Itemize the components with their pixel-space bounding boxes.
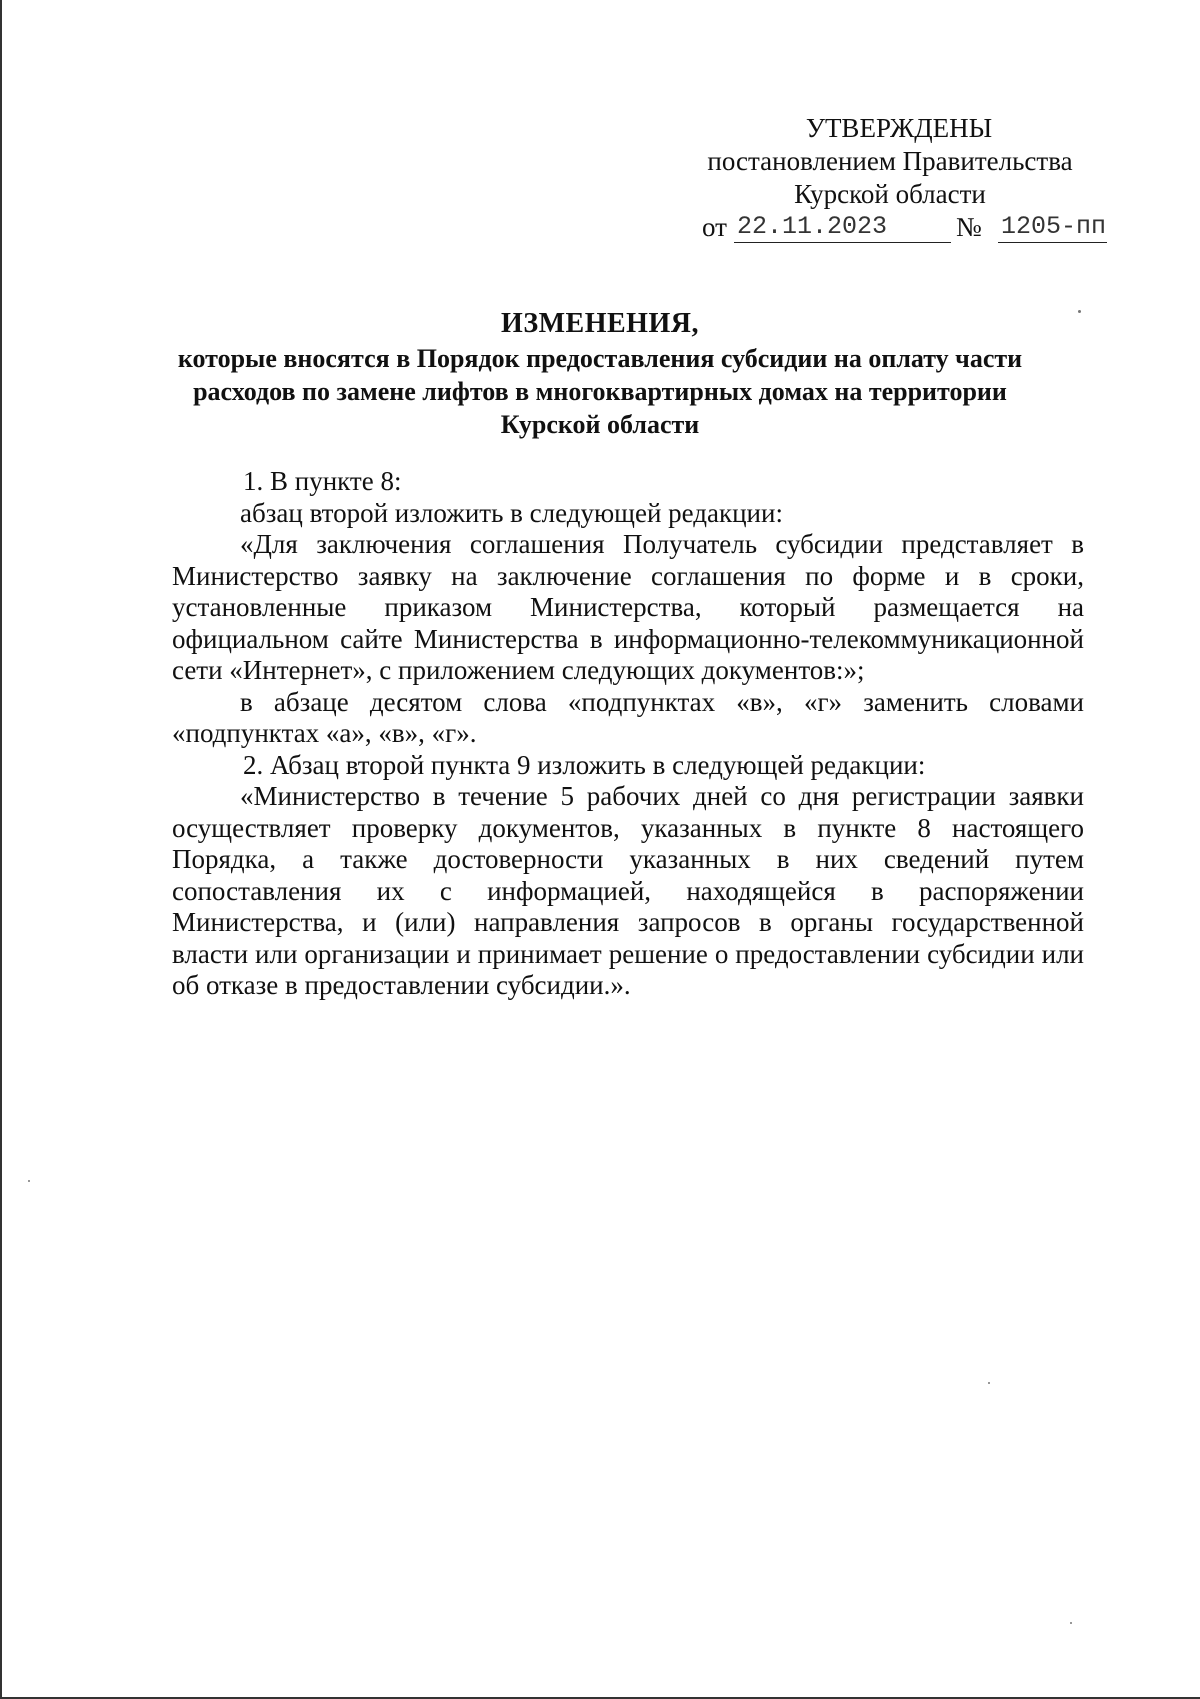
item-1-heading: 1. В пункте 8:: [243, 466, 402, 496]
approval-region: Курской области: [794, 179, 986, 209]
item-1-paragraph-ten: в абзаце десятом слова «подпунктах «в», «г» заменить словами «подпунктах «а», «в», «г».: [172, 686, 1084, 748]
title-heading: ИЗМЕНЕНИЯ,: [501, 308, 699, 339]
approval-heading: УТВЕРЖДЕНЫ: [805, 113, 993, 143]
number-prefix: №: [956, 212, 982, 242]
scan-edge-left: [0, 0, 2, 1699]
item-1-intro: абзац второй изложить в следующей редакции:: [240, 497, 783, 528]
date-prefix: от: [702, 212, 727, 242]
item-2-quote: «Министерство в течение 5 рабочих дней со дня регистрации заявки осуществляет проверку документов, указанных в пункте 8 настоящего Порядка, а также достоверности указанных в них сведений путем сопоставления их с информацией, находящейся в распоряжении Министерства, и (или) направления запросов в органы государственной власти или организации и принимает решение о предоставлении субсидии или об отказе в предоставлении субсидии.».: [172, 781, 1084, 1000]
item-2-heading: 2. Абзац второй пункта 9 изложить в следующей редакции:: [243, 749, 926, 780]
scan-speck: [1078, 310, 1081, 313]
resolution-date: 22.11.2023: [734, 211, 951, 243]
document-title: [170, 306, 1030, 441]
item-1-quote: «Для заключения соглашения Получатель субсидии представляет в Министерство заявку на заключение соглашения по форме и в сроки, установленные приказом Министерства, который размещается на официальном сайте Министерства в информационно-телекоммуникационной сети «Интернет», с приложением следующих документов:»;: [172, 529, 1084, 685]
scan-speck: [28, 1180, 30, 1182]
approval-resolution: постановлением Правительства: [707, 146, 1073, 176]
resolution-number: 1205-пп: [998, 211, 1107, 243]
approval-block: [680, 112, 1107, 247]
approval-date-line: [680, 211, 1107, 247]
scan-speck: [1070, 1622, 1072, 1624]
title-subtitle: которые вносятся в Порядок предоставления субсидии на оплату части расходов по замене лифтов в многоквартирных домах на территории Курской области: [177, 344, 1023, 439]
document-body: [172, 466, 1084, 1002]
scan-speck: [988, 1382, 990, 1384]
